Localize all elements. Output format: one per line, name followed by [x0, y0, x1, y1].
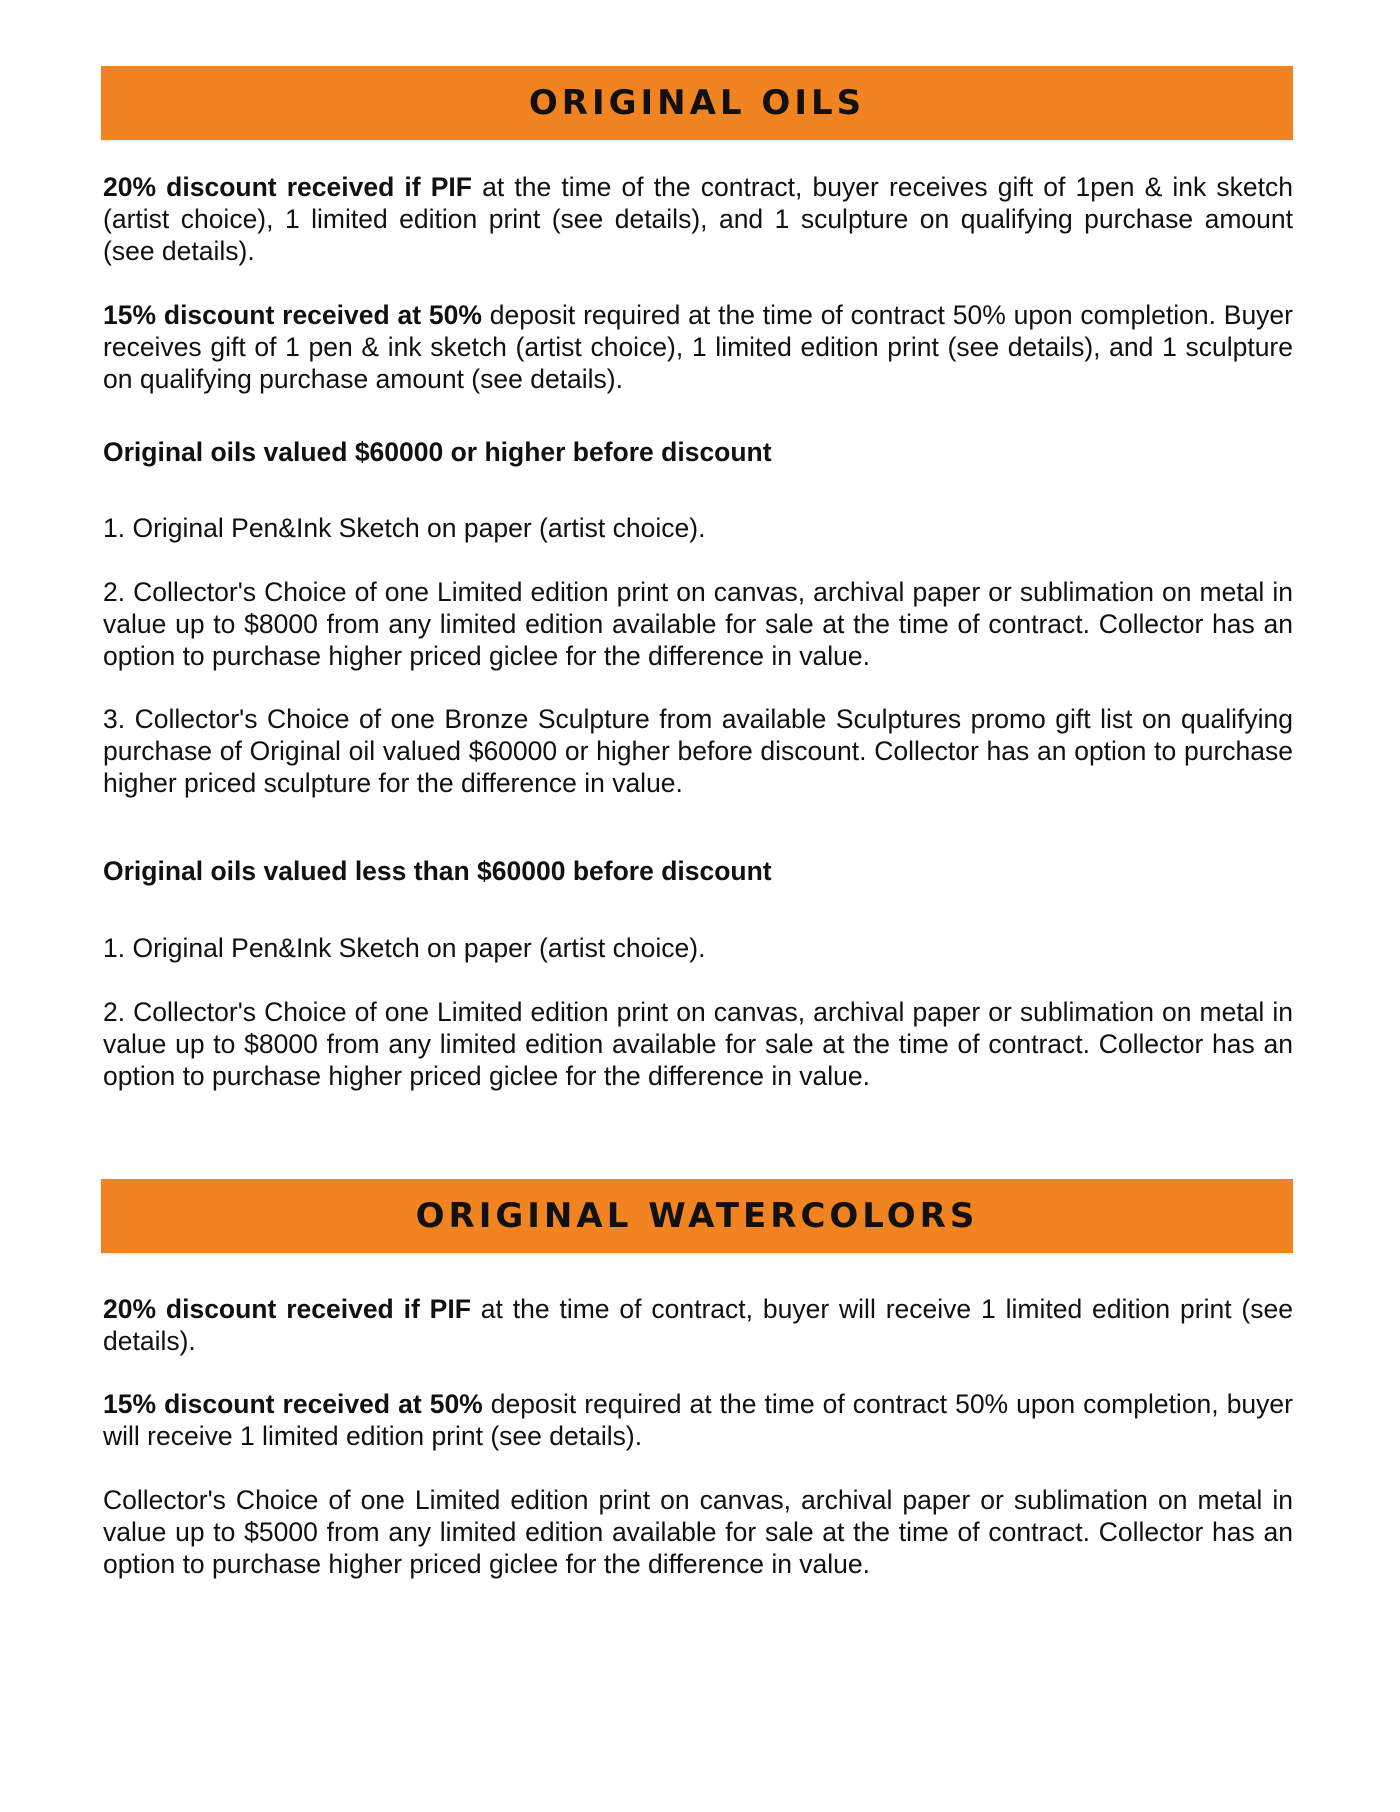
oils-banner	[101, 66, 1293, 140]
watercolors-banner	[101, 1179, 1293, 1253]
watercolors-choice-paragraph: Collector's Choice of one Limited edition print on canvas, archival paper or sublimation on metal in value up to $5000 from any limited edition available for sale at the time of contract. Collector has an option to purchase higher priced giclee for the difference in value.	[103, 1485, 1293, 1579]
watercolors-deposit-lead: 15% discount received at 50%	[103, 1389, 483, 1419]
watercolors-pif-lead: 20% discount received if PIF	[103, 1294, 471, 1324]
oils-high-item-1: 1. Original Pen&Ink Sketch on paper (artist choice).	[103, 513, 706, 543]
oils-low-heading: Original oils valued less than $60000 before discount	[103, 856, 772, 886]
oils-pif-paragraph	[103, 171, 1293, 267]
watercolors-pif-text: at the time of contract, buyer will receive 1 limited edition print (see details).	[103, 1294, 1293, 1356]
watercolors-deposit-text: deposit required at the time of contract 50% upon completion, buyer will receive 1 limited edition print (see details).	[103, 1389, 1293, 1451]
watercolors-pif-paragraph	[103, 1293, 1293, 1357]
watercolors-title: ORIGINAL WATERCOLORS	[415, 1196, 979, 1236]
watercolors-deposit-paragraph	[103, 1388, 1293, 1452]
oils-title: ORIGINAL OILS	[528, 83, 866, 123]
oils-low-item-1: 1. Original Pen&Ink Sketch on paper (artist choice).	[103, 933, 706, 963]
oils-deposit-text: deposit required at the time of contract 50% upon completion. Buyer receives gift of 1 pen & ink sketch (artist choice), 1 limited edition print (see details), and 1 sculpture on qualifying purchase amount (see details).	[103, 300, 1293, 394]
oils-high-item-2: 2. Collector's Choice of one Limited edition print on canvas, archival paper or sublimation on metal in value up to $8000 from any limited edition available for sale at the time of contract. Collector has an option to purchase higher priced giclee for the difference in value.	[103, 577, 1293, 671]
oils-high-item-3: 3. Collector's Choice of one Bronze Sculpture from available Sculptures promo gift list on qualifying purchase of Original oil valued $60000 or higher before discount. Collector has an option to purchase higher priced sculpture for the difference in value.	[103, 704, 1293, 798]
oils-pif-text: at the time of the contract, buyer receives gift of 1pen & ink sketch (artist choice), 1 limited edition print (see details), and 1 sculpture on qualifying purchase amount (see details).	[103, 172, 1294, 266]
oils-low-item-2: 2. Collector's Choice of one Limited edition print on canvas, archival paper or sublimation on metal in value up to $8000 from any limited edition available for sale at the time of contract. Collector has an option to purchase higher priced giclee for the difference in value.	[103, 997, 1293, 1091]
oils-deposit-lead: 15% discount received at 50%	[103, 300, 482, 330]
oils-high-heading: Original oils valued $60000 or higher before discount	[103, 437, 772, 467]
oils-pif-lead: 20% discount received if PIF	[103, 172, 472, 202]
oils-deposit-paragraph	[103, 299, 1293, 395]
